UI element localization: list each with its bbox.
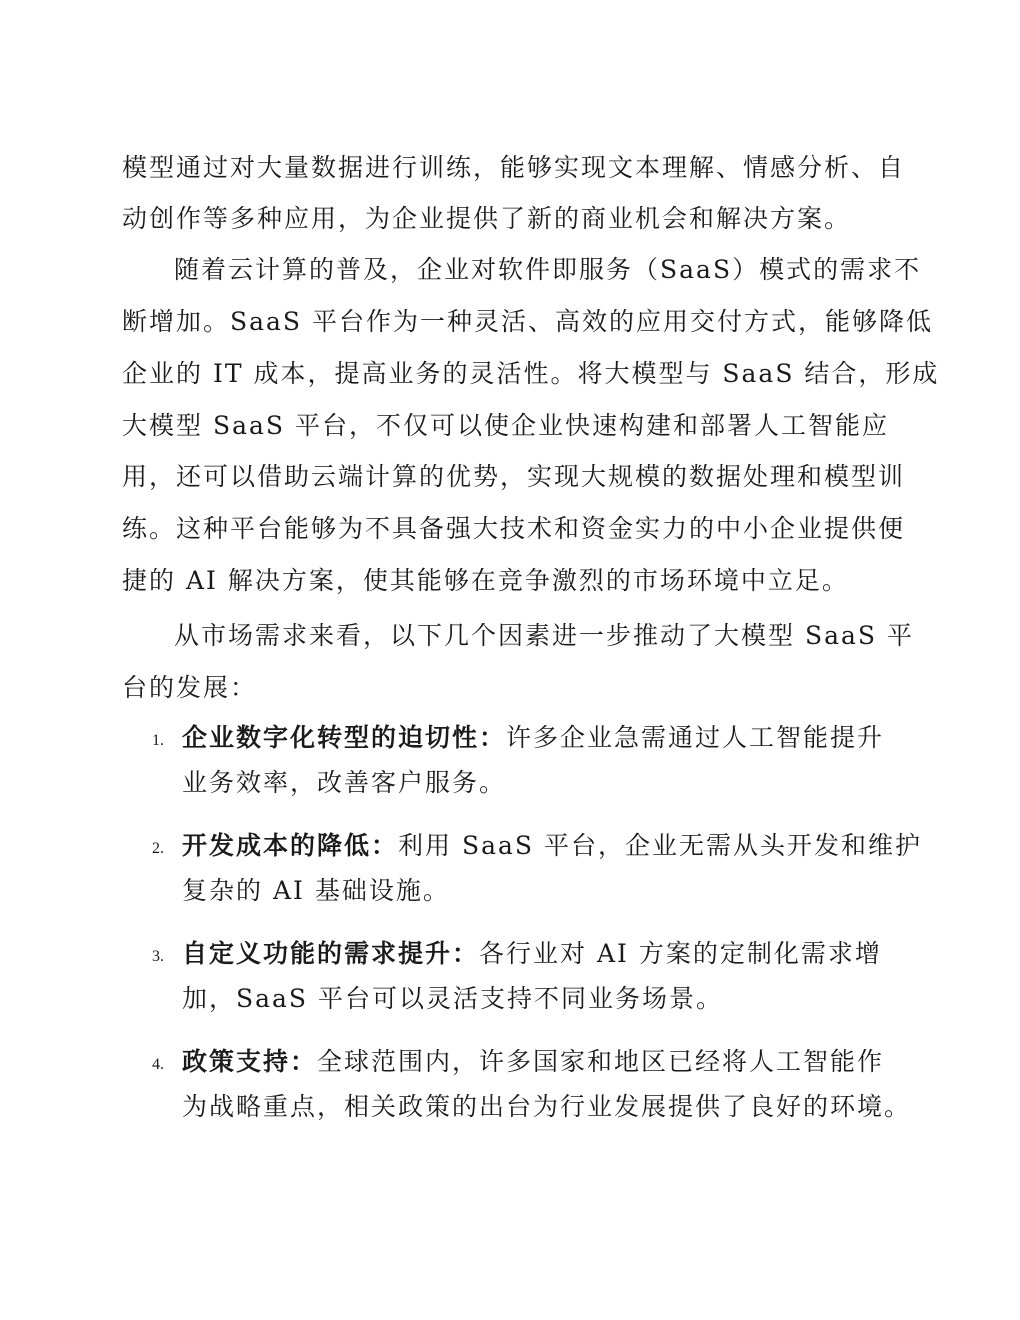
- list-item-text: 各行业对 AI 方案的定制化需求增: [479, 939, 882, 968]
- list-item-heading: 开发成本的降低：: [182, 831, 399, 860]
- list-item-number: 3.: [152, 948, 164, 965]
- list-item-line: [182, 829, 922, 863]
- paragraph-line: 随着云计算的普及，企业对软件即服务（SaaS）模式的需求不: [174, 255, 922, 284]
- list-item-text: 利用 SaaS 平台，企业无需从头开发和维护: [398, 831, 922, 860]
- list-item-text: 许多企业急需通过人工智能提升: [506, 723, 885, 752]
- list-item-line: 加，SaaS 平台可以灵活支持不同业务场景。: [182, 984, 724, 1013]
- paragraph-line: 从市场需求来看，以下几个因素进一步推动了大模型 SaaS 平: [174, 621, 914, 650]
- list-item-text: 全球范围内，许多国家和地区已经将人工智能作: [317, 1047, 885, 1076]
- paragraph-line: 练。这种平台能够为不具备强大技术和资金实力的中小企业提供便: [122, 514, 906, 543]
- paragraph-line: 大模型 SaaS 平台，不仅可以使企业快速构建和部署人工智能应: [122, 411, 889, 440]
- list-item-line: 复杂的 AI 基础设施。: [182, 876, 450, 905]
- paragraph-line: 用，还可以借助云端计算的优势，实现大规模的数据处理和模型训: [122, 462, 906, 491]
- paragraph-line: 断增加。SaaS 平台作为一种灵活、高效的应用交付方式，能够降低: [122, 307, 934, 336]
- list-item-line: 为战略重点，相关政策的出台为行业发展提供了良好的环境。: [182, 1092, 912, 1121]
- list-item-line: [182, 937, 882, 971]
- list-item-heading: 企业数字化转型的迫切性：: [182, 723, 507, 752]
- list-item-heading: 自定义功能的需求提升：: [182, 939, 480, 968]
- paragraph-line: 台的发展：: [122, 673, 258, 702]
- list-item-heading: 政策支持：: [182, 1047, 318, 1076]
- list-item-line: [182, 1045, 884, 1079]
- paragraph-line: 动创作等多种应用，为企业提供了新的商业机会和解决方案。: [122, 204, 852, 233]
- paragraph-line: 企业的 IT 成本，提高业务的灵活性。将大模型与 SaaS 结合，形成: [122, 359, 940, 388]
- list-item-line: [182, 721, 884, 755]
- paragraph-line: 捷的 AI 解决方案，使其能够在竞争激烈的市场环境中立足。: [122, 566, 849, 595]
- list-item-line: 业务效率，改善客户服务。: [182, 768, 507, 797]
- paragraph-line: 模型通过对大量数据进行训练，能够实现文本理解、情感分析、自: [122, 153, 906, 182]
- list-item-number: 1.: [152, 732, 164, 749]
- list-item-number: 2.: [152, 840, 164, 857]
- list-item-number: 4.: [152, 1056, 164, 1073]
